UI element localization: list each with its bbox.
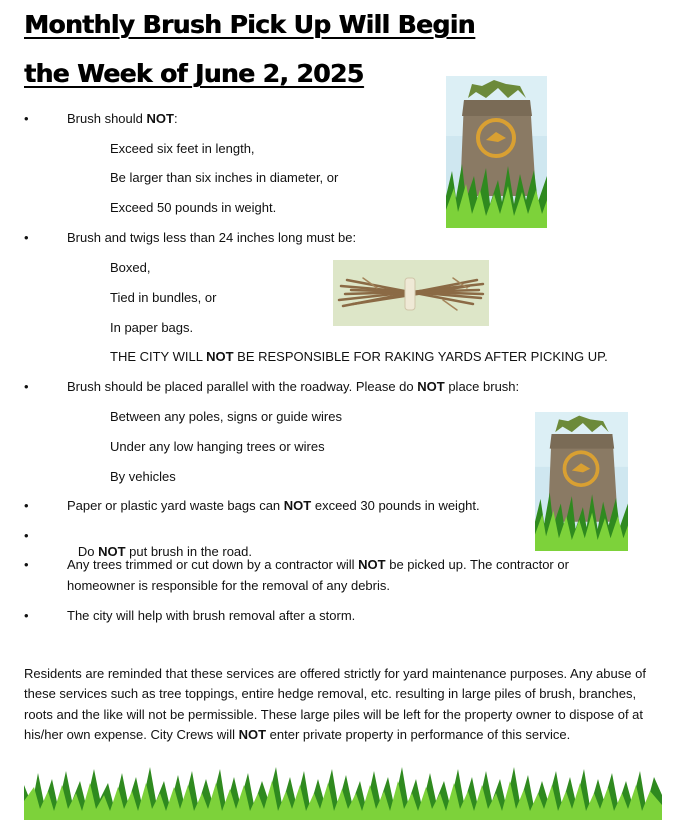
item-storm: The city will help with brush removal after a storm. (67, 608, 356, 623)
bullet: • (24, 498, 29, 513)
bullet: • (24, 608, 29, 623)
item-contractor: Any trees trimmed or cut down by a contractor will NOT be picked up. The contractor or (67, 557, 569, 572)
item-brush-and-twigs: Brush and twigs less than 24 inches long must be: (67, 230, 357, 245)
sub-item-paper-bags: In paper bags. (110, 320, 194, 335)
bullet: • (24, 379, 29, 394)
sub-item-weight: Exceed 50 pounds in weight. (110, 200, 277, 215)
title-line-2: the Week of June 2, 2025 (24, 59, 364, 88)
item-not-in-road: Do NOT put brush in the road. (74, 544, 253, 559)
bullet: • (24, 557, 29, 572)
item-contractor-line-2: homeowner is responsible for the removal of any debris. (67, 578, 390, 593)
item-placement: Brush should be placed parallel with the roadway. Please do NOT place brush: (67, 379, 520, 394)
item-brush-should-not: Brush should NOT: (67, 111, 178, 126)
sub-item-boxed: Boxed, (110, 260, 151, 275)
yard-waste-bag-image (446, 76, 547, 228)
bullet: • (24, 230, 29, 245)
sub-item-vehicles: By vehicles (110, 469, 176, 484)
item-bag-weight: Paper or plastic yard waste bags can NOT exceed 30 pounds in weight. (67, 498, 480, 513)
sub-item-poles: Between any poles, signs or guide wires (110, 409, 342, 424)
sub-item-trees: Under any low hanging trees or wires (110, 439, 325, 454)
residents-paragraph: Residents are reminded that these services are offered strictly for yard maintenance purposes. Any abuse of these services such as tree toppings, entire hedge removal, etc. resulting in large piles of brush, branches, roots and the like will not be permissible. These large piles will be left for the property owner to dispose of at his/her own expense. City Crews will NOT enter private property in performance of this service. (24, 666, 646, 742)
bullet: • (24, 528, 29, 543)
sub-item-bundles: Tied in bundles, or (110, 290, 217, 305)
grass-border-image (24, 765, 662, 820)
brush-bundle-image (333, 260, 489, 326)
title-line-1: Monthly Brush Pick Up Will Begin (24, 10, 475, 39)
yard-waste-bag-image (535, 412, 628, 551)
sub-item-diameter: Be larger than six inches in diameter, or (110, 170, 339, 185)
bullet: • (24, 111, 29, 126)
sub-item-length: Exceed six feet in length, (110, 141, 255, 156)
raking-notice: THE CITY WILL NOT BE RESPONSIBLE FOR RAKING YARDS AFTER PICKING UP. (110, 349, 608, 364)
